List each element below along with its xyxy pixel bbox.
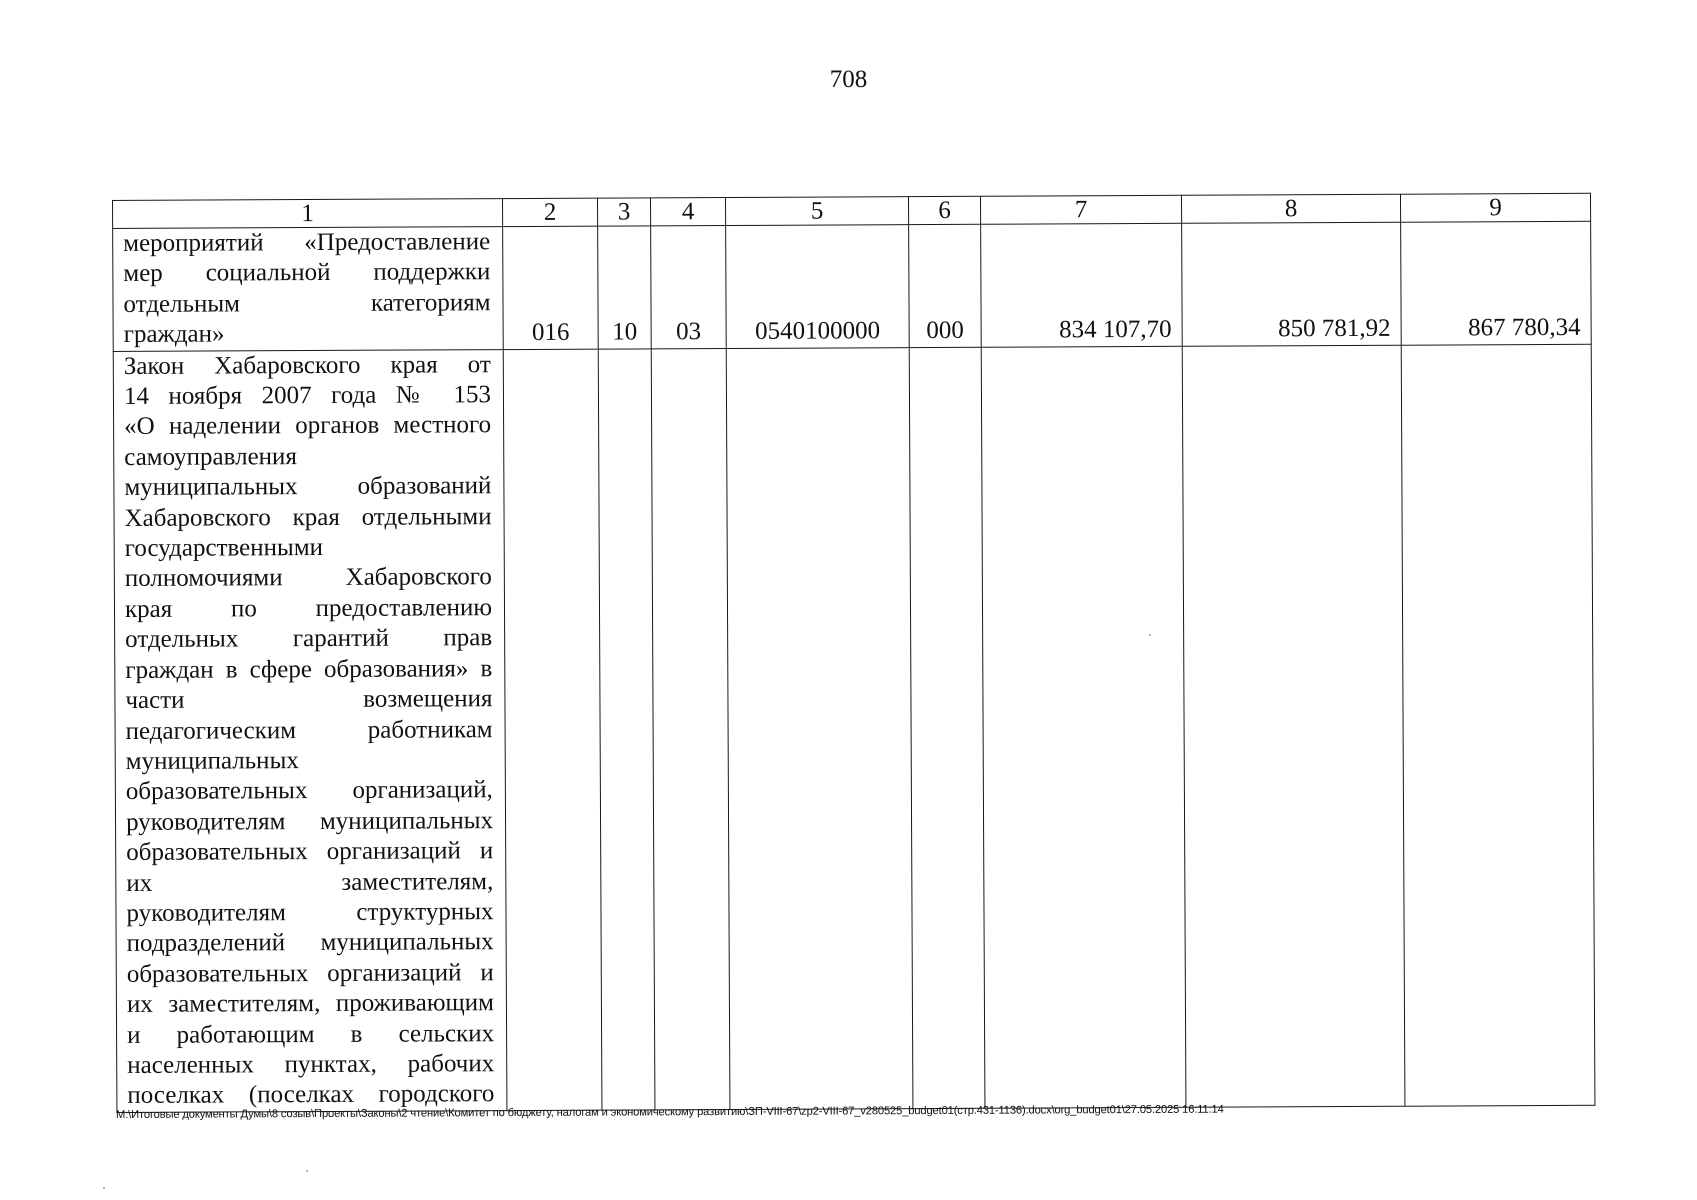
row-b-col6 <box>909 347 985 1108</box>
desc-line: полномочиями Хабаровского <box>124 563 492 593</box>
table-row <box>113 344 1595 1112</box>
row-a-col2: 016 <box>503 226 599 349</box>
header-col-6: 6 <box>908 196 980 224</box>
footer-file-path: М:\Итоговые документы Думы\8 созыв\Проекты\Законы\2 чтение\Комитет по бюджету, налогам и экономическому развитию\ЗП-VIII-67\zp2-VIII-67_v280525_budget01(стр.431-1136).docx\org_budget01\27.05.2025 16:11:14 <box>116 1103 1224 1121</box>
header-col-7: 7 <box>980 195 1181 224</box>
row-b-col8 <box>1182 345 1405 1107</box>
desc-line: муниципальных <box>125 747 299 775</box>
desc-line: 14 ноября 2007 года № 153 <box>123 381 492 410</box>
desc-line: населенных пунктах, рабочих <box>127 1050 495 1079</box>
desc-line: отдельных гарантий прав <box>125 624 493 654</box>
row-b-description <box>113 349 507 1112</box>
desc-line: их заместителям, <box>126 867 494 897</box>
desc-line: руководителям структурных <box>126 898 494 927</box>
desc-line: подразделений муниципальных <box>126 928 494 958</box>
scan-speck <box>1149 634 1151 636</box>
desc-line: граждан» <box>123 320 225 349</box>
desc-line: государственными <box>124 534 324 563</box>
desc-line: края по предоставлению <box>124 594 493 623</box>
header-col-8: 8 <box>1181 194 1400 223</box>
desc-line: отдельным категориям <box>123 288 491 318</box>
desc-line: образовательных организаций, <box>125 776 493 806</box>
desc-line: мероприятий «Предоставление <box>123 228 491 257</box>
row-b-col4 <box>651 348 730 1110</box>
desc-line: части возмещения <box>125 685 493 715</box>
row-b-col3 <box>598 348 655 1109</box>
desc-line: образовательных организаций и <box>126 837 494 867</box>
row-a-col4: 03 <box>651 226 727 349</box>
row-a-col3: 10 <box>598 226 652 349</box>
row-a-col6: 000 <box>909 224 982 347</box>
desc-line: их заместителям, проживающим <box>126 989 494 1019</box>
desc-line: граждан в сфере образования» в <box>125 654 493 684</box>
row-a-col8: 850 781,92 <box>1182 222 1402 346</box>
desc-line: руководителям муниципальных <box>125 806 494 836</box>
desc-line: образовательных организаций и <box>126 958 494 988</box>
page-number: 708 <box>829 66 868 93</box>
desc-line: «О наделении органов местного <box>124 411 492 441</box>
header-col-3: 3 <box>597 198 650 226</box>
row-a-col7: 834 107,70 <box>981 223 1183 347</box>
desc-line: педагогическим работникам <box>125 715 493 745</box>
header-col-9: 9 <box>1400 193 1590 222</box>
row-a-description <box>113 227 504 352</box>
row-b-col2 <box>503 349 602 1111</box>
scan-speck <box>306 1170 308 1172</box>
row-b-col5 <box>726 347 913 1109</box>
desc-line: и работающим в сельских <box>127 1019 495 1049</box>
header-col-1: 1 <box>113 199 503 229</box>
table-row <box>113 221 1592 351</box>
header-col-2: 2 <box>502 198 597 226</box>
desc-line: поселках (поселках городского <box>127 1080 495 1110</box>
budget-table <box>112 193 1595 1113</box>
row-b-col9 <box>1401 344 1595 1106</box>
header-col-5: 5 <box>725 197 908 226</box>
scan-speck <box>103 1187 105 1189</box>
desc-line: мер социальной поддержки <box>123 258 491 288</box>
row-a-col5: 0540100000 <box>726 225 910 349</box>
desc-line: муниципальных образований <box>124 472 492 502</box>
desc-line: самоуправления <box>124 442 297 471</box>
desc-line: Закон Хабаровского края от <box>123 350 491 380</box>
header-col-4: 4 <box>650 198 725 226</box>
row-a-col9: 867 780,34 <box>1401 221 1592 345</box>
row-b-col7 <box>981 346 1186 1108</box>
desc-line: Хабаровского края отдельными <box>124 502 492 532</box>
